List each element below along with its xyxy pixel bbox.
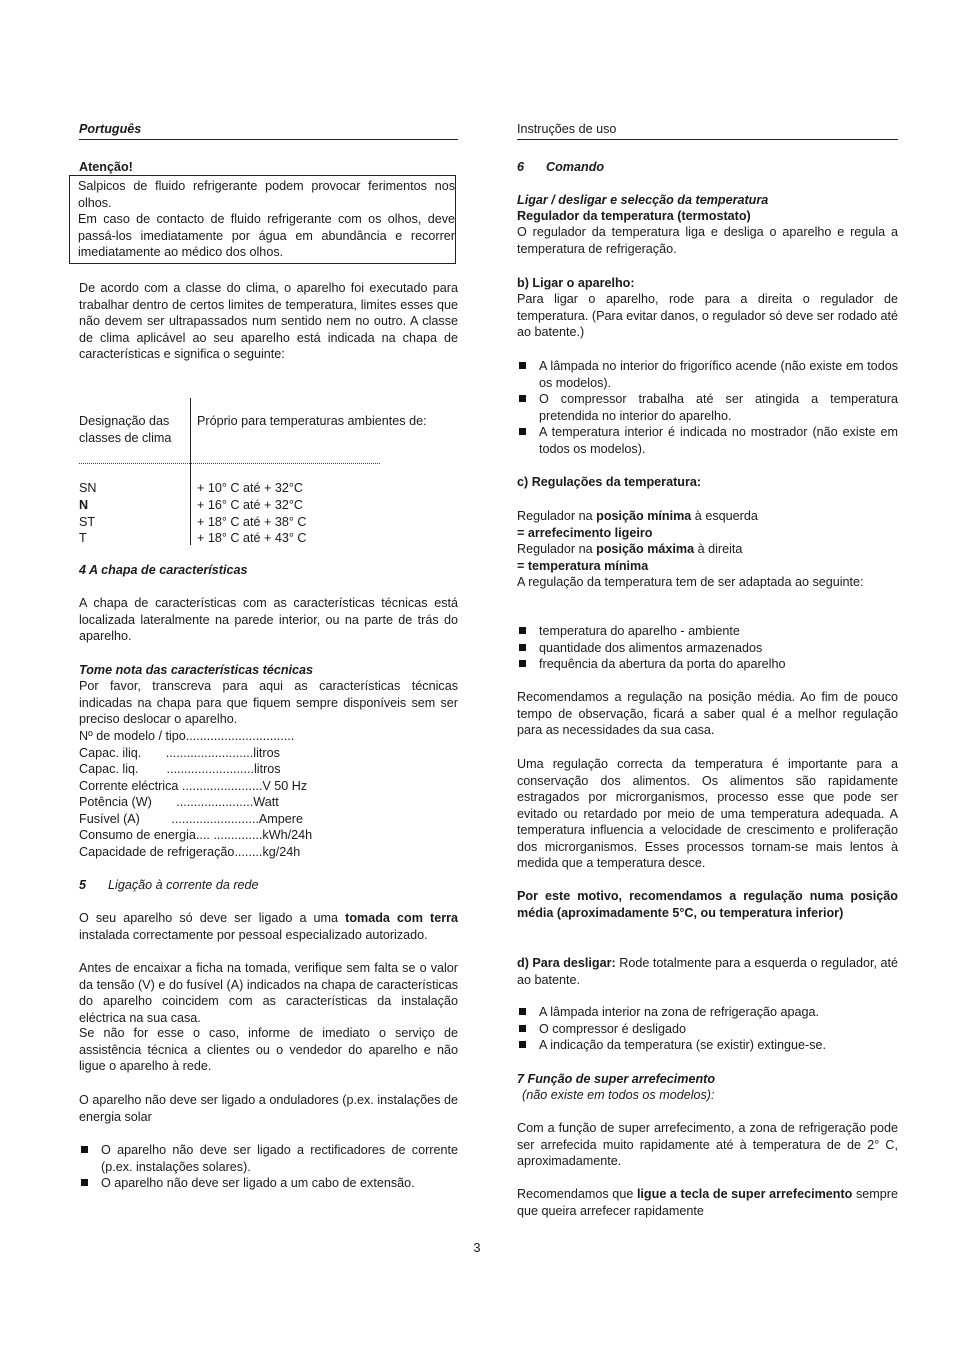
list-item: A indicação da temperatura (se existir) extingue-se.: [517, 1037, 898, 1054]
warning-line-2: Em caso de contacto de fluido refrigerante com os olhos, deve passá-los imediatamente por água em abundância e recorrer imediatamente ao médico dos olhos.: [78, 212, 455, 259]
climate-col1-header: Designação das classes de clima: [79, 414, 172, 445]
spec-field-model: Nº de modelo / tipo ...............................: [79, 729, 295, 743]
section6-c-bullets: [517, 623, 898, 673]
list-item: temperatura do aparelho - ambiente: [517, 623, 898, 640]
climate-range-t: + 18° C até + 43° C: [197, 531, 307, 545]
c-line-1: Regulador na posição mínima à esquerda: [517, 509, 758, 523]
list-item: A lâmpada no interior do frigorífico acende (não existe em todos os modelos).: [517, 358, 898, 391]
spec-field-power: Potência (W) ...................... Watt: [79, 795, 279, 809]
section4-subtitle: Tome nota das características técnicas: [79, 663, 314, 677]
section6-correct-bold: Por este motivo, recomendamos a regulação numa posição média (aproximadamente 5°C, ou temperatura inferior): [517, 889, 898, 920]
section6-c-block: [517, 508, 898, 591]
section6-c-title: c) Regulações da temperatura:: [517, 475, 702, 489]
section6-d-bullets: [517, 1004, 898, 1054]
climate-intro: De acordo com a classe do clima, o aparelho foi executado para trabalhar dentro de certos limites de temperatura, limites esses que não devem ser ultrapassados num sentido nem no outro. A classe de clima aplicável ao seu aparelho está indicada na chapa de características e significa o seguinte:: [79, 281, 458, 361]
section7-text: Com a função de super arrefecimento, a zona de refrigeração pode ser arrefecida muito rapidamente até à temperatura de de 2° C, aproximadamente.: [517, 1121, 898, 1168]
section6-b-title: b) Ligar o aparelho:: [517, 276, 635, 290]
section4-title: 4 A chapa de características: [79, 563, 248, 577]
section6-b-text: Para ligar o aparelho, rode para a direita o regulador de temperatura. (Para evitar danos, o regulador só deve ser rodado até ao batente.): [517, 292, 898, 339]
section7-title: 7 Função de super arrefecimento: [517, 1072, 716, 1086]
climate-class-t: T: [79, 531, 87, 545]
list-item: quantidade dos alimentos armazenados: [517, 640, 898, 657]
list-item: O compressor trabalha até ser atingida a temperatura pretendida no interior do aparelho.: [517, 391, 898, 424]
warning-line-1: Salpicos de fluido refrigerante podem provocar ferimentos nos olhos.: [78, 179, 455, 210]
warning-title: Atenção!: [79, 160, 133, 174]
section4-subtext: Por favor, transcreva para aqui as características técnicas indicadas na chapa para que fiquem sempre disponíveis sem ser preciso deslocar o aparelho.: [79, 679, 458, 726]
climate-range-sn: + 10° C até + 32°C: [197, 481, 303, 495]
climate-range-st: + 18° C até + 38° C: [197, 515, 307, 529]
table-rule: [79, 463, 380, 464]
section6-recommendation: Recomendamos a regulação na posição média. Ao fim de pouco tempo de observação, ficará a saber qual é a melhor regulação para as necessidades da sua casa.: [517, 690, 898, 737]
climate-col2-header: Próprio para temperaturas ambientes de:: [197, 414, 427, 428]
spec-field-refrigeration: Capacidade de refrigeração ........ kg/24h: [79, 844, 301, 859]
section7-note: (não existe em todos os modelos):: [522, 1088, 715, 1102]
warning-box: [69, 175, 456, 264]
spec-field-capacity-2: Capac. liq. ......................... litros: [79, 762, 281, 776]
header-language: Português: [79, 121, 458, 140]
spec-field-energy: Consumo de energia .... .............. kWh/24h: [79, 828, 313, 842]
list-item: O aparelho não deve ser ligado a um cabo de extensão.: [79, 1175, 458, 1192]
section7-recommendation: Recomendamos que ligue a tecla de super arrefecimento sempre que queira arrefecer rapidamente: [517, 1187, 898, 1218]
spec-field-fuse: Fusível (A) ......................... Ampere: [79, 811, 303, 826]
list-item: O aparelho não deve ser ligado a rectificadores de corrente (p.ex. instalações solares).: [79, 1142, 458, 1175]
header-title: Instruções de uso: [517, 121, 898, 140]
climate-class-st: ST: [79, 515, 96, 529]
section5-p4: O aparelho não deve ser ligado a onduladores (p.ex. instalações de energia solar: [79, 1093, 458, 1124]
climate-class-n: N: [79, 498, 89, 512]
section4-text: A chapa de características com as características técnicas está localizada lateralmente na parede interior, ou na parte de trás do aparelho.: [79, 596, 458, 643]
section5-p1: O seu aparelho só deve ser ligado a uma tomada com terra instalada correctamente por pessoal especializado autorizado.: [79, 911, 459, 942]
c-line-3: Regulador na posição máxima à direita: [517, 542, 743, 556]
climate-range-n: + 16° C até + 32°C: [197, 498, 303, 512]
spec-fields: [79, 728, 458, 860]
c-line-4: = temperatura mínima: [517, 558, 649, 573]
spec-field-current: Corrente eléctrica ....................... V 50 Hz: [79, 778, 308, 793]
list-item: A temperatura interior é indicada no mostrador (não existe em todos os modelos).: [517, 424, 898, 457]
section6-title: 6 Comando: [517, 160, 605, 174]
c-line-2: = arrefecimento ligeiro: [517, 525, 653, 540]
section6-b-bullets: [517, 358, 898, 457]
c-line-5: A regulação da temperatura tem de ser adaptada ao seguinte:: [517, 575, 864, 589]
section5-title: 5 Ligação à corrente da rede: [79, 878, 259, 892]
list-item: A lâmpada interior na zona de refrigeração apaga.: [517, 1004, 898, 1021]
section5-bullets: [79, 1142, 458, 1192]
section6-sub2: Regulador da temperatura (termostato): [517, 209, 751, 223]
section6-text1: O regulador da temperatura liga e desliga o aparelho e regula a temperatura de refrigeração.: [517, 225, 898, 256]
list-item: frequência da abertura da porta do aparelho: [517, 656, 898, 673]
page-number: 3: [473, 1241, 481, 1255]
list-item: O compressor é desligado: [517, 1021, 898, 1038]
climate-class-sn: SN: [79, 481, 97, 495]
section6-correct: Uma regulação correcta da temperatura é importante para a conservação dos alimentos. Os alimentos são rapidamente estragados por microrganismos, processo esse que pode ser evitado ou retardado por meio de uma temperatura adequada. A temperatura influencia a velocidade de crescimento e proliferação dos microrganismos. Esses processos tornam-se mais lentos à medida que a temperatura desce.: [517, 757, 898, 870]
table-divider: [190, 398, 191, 545]
section5-p3: Se não for esse o caso, informe de imediato o serviço de assistência técnica a clientes ou o vendedor do aparelho e não ligue o aparelho à rede.: [79, 1026, 458, 1073]
section6-sub1: Ligar / desligar e selecção da temperatura: [517, 193, 769, 207]
spec-field-capacity-1: Capac. iliq. ......................... litros: [79, 745, 280, 760]
section6-d: d) Para desligar: Rode totalmente para a esquerda o regulador, até ao batente.: [517, 956, 898, 987]
section5-p2: Antes de encaixar a ficha na tomada, verifique sem falta se o valor da tensão (V) e do fusível (A) indicados na chapa de características do aparelho coincidem com as características da instalação eléctrica na sua casa.: [79, 961, 458, 1025]
